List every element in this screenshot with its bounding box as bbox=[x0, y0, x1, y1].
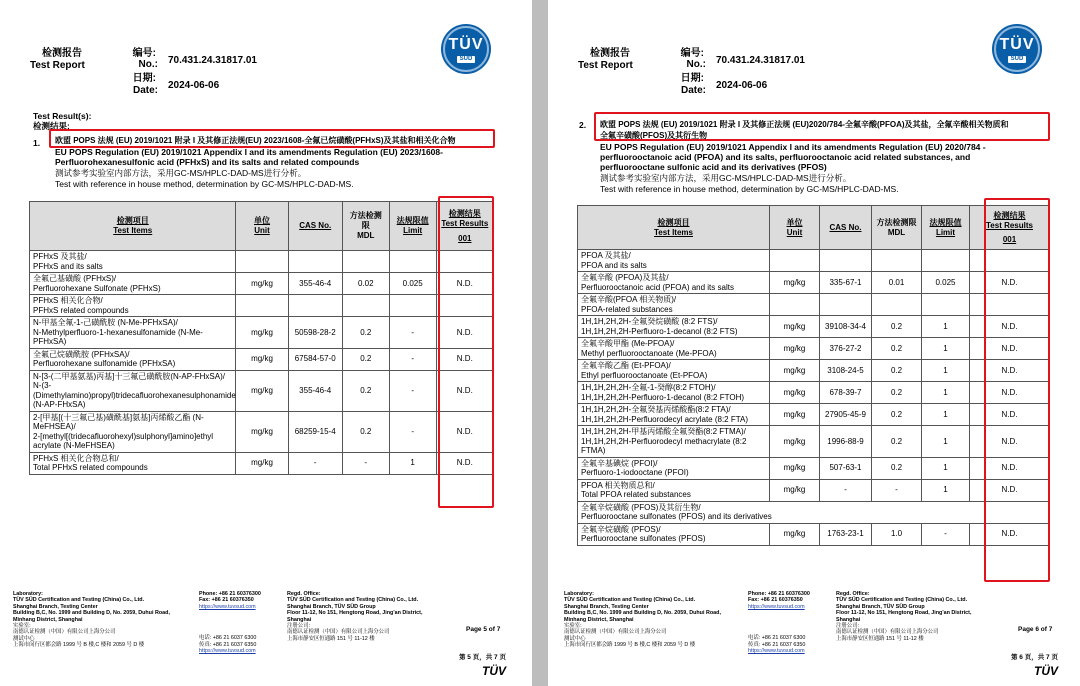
highlight-results-column bbox=[984, 198, 1050, 582]
cell-result: N.D. bbox=[970, 382, 1050, 404]
cell-limit bbox=[922, 294, 970, 316]
table-row bbox=[578, 479, 1050, 501]
cell-unit: mg/kg bbox=[770, 338, 820, 360]
cell-limit: 0.025 bbox=[389, 273, 436, 295]
highlight-results-column bbox=[438, 196, 494, 508]
regulation-title-en-2: Perfluorohexanesulfonic acid (PFHxS) and its salts and related compounds bbox=[55, 157, 360, 167]
cell-result: N.D. bbox=[970, 404, 1050, 426]
cell-limit: - bbox=[389, 370, 436, 411]
col-results: 检测结果 Test Results 001 bbox=[436, 202, 493, 251]
cell-unit: mg/kg bbox=[236, 411, 288, 452]
cell-mdl: 0.2 bbox=[872, 457, 922, 479]
page-number-en: Page 5 of 7 bbox=[466, 626, 501, 633]
cell-result: N.D. bbox=[970, 426, 1050, 458]
cell-unit: mg/kg bbox=[770, 272, 820, 294]
cell-limit: 1 bbox=[922, 360, 970, 382]
highlight-regulation bbox=[49, 129, 495, 148]
cell-test-item: 全氟辛酸 (PFOA)及其盐/ Perfluorooctanoic acid (PFOA) and its salts bbox=[578, 272, 770, 294]
cell-test-item: 全氟辛烷磺酸 (PFOS)及其衍生物/ Perfluorooctane sulfonates (PFOS) and its derivatives bbox=[578, 501, 1050, 523]
cell-result: N.D. bbox=[436, 452, 493, 474]
table-row bbox=[578, 360, 1050, 382]
cell-unit: mg/kg bbox=[236, 452, 288, 474]
col-unit: 单位 Unit bbox=[770, 206, 820, 250]
table-row bbox=[578, 382, 1050, 404]
table-row bbox=[578, 338, 1050, 360]
website-link[interactable]: https://www.tuvsud.com bbox=[199, 603, 256, 610]
cell-mdl: 0.2 bbox=[872, 426, 922, 458]
table-row bbox=[578, 404, 1050, 426]
method-cn: 测试参考实验室内部方法，采用GC-MS/HPLC-DAD-MS进行分析。 bbox=[55, 168, 307, 178]
results-table bbox=[29, 201, 494, 475]
report-label-en: Test Report bbox=[578, 60, 633, 71]
cell-cas: 507-63-1 bbox=[820, 457, 872, 479]
cell-unit: mg/kg bbox=[770, 523, 820, 545]
cell-mdl bbox=[872, 294, 922, 316]
regulation-title-cn-2: 全氟辛磺酸(PFOS)及其衍生物 bbox=[600, 131, 708, 140]
page-number-cn: 第 5 页，共 7 页 bbox=[459, 654, 506, 661]
date-label-en: Date: bbox=[680, 85, 706, 96]
cell-cas: 355-46-4 bbox=[288, 273, 342, 295]
tuv-mark-icon: TÜV bbox=[1034, 664, 1058, 678]
col-unit: 单位 Unit bbox=[236, 202, 288, 251]
cell-limit bbox=[389, 251, 436, 273]
table-row bbox=[578, 523, 1050, 545]
col-test-items: 检测项目 Test Items bbox=[30, 202, 236, 251]
page-number-cn: 第 6 页，共 7 页 bbox=[1011, 654, 1058, 661]
section-number: 1. bbox=[33, 138, 41, 148]
cell-test-item: 全氟辛酸甲酯 (Me-PFOA)/ Methyl perfluorooctanoate (Me-PFOA) bbox=[578, 338, 770, 360]
date-label-cn: 日期: bbox=[132, 73, 156, 84]
date-label-en: Date: bbox=[132, 85, 158, 96]
cell-unit bbox=[770, 294, 820, 316]
cell-cas bbox=[288, 251, 342, 273]
cell-limit: 1 bbox=[922, 316, 970, 338]
col-cas: CAS No. bbox=[820, 206, 872, 250]
cell-result: N.D. bbox=[436, 348, 493, 370]
cell-test-item: PFHxS 相关化合物总和/ Total PFHxS related compounds bbox=[30, 452, 236, 474]
cell-unit: mg/kg bbox=[770, 404, 820, 426]
cell-test-item: 全氟辛基碘烷 (PFOI)/ Perfluoro-1-iodooctane (PFOI) bbox=[578, 457, 770, 479]
cell-limit: - bbox=[389, 348, 436, 370]
footer-lab: Laboratory: TÜV SÜD Certification and Testing (China) Co., Ltd. Shanghai Branch, Testing Center Building B,C, No. 1999 and Building D, No. 2059, Duhui Road, Minhang District, Shanghai 实验室: 南德认证检测（中国）有限公司上海分公司 测试中心 上海市闵行区都会路 1999 号 B 楼,C 楼和 2059 号 D 楼 bbox=[564, 591, 721, 649]
cell-mdl: 0.2 bbox=[872, 382, 922, 404]
report-number: 70.431.24.31817.01 bbox=[168, 55, 257, 66]
cell-test-item: 全氟己烷磺酰胺 (PFHxSA)/ Perfluorohexane sulfonamide (PFHxSA) bbox=[30, 348, 236, 370]
table-row bbox=[30, 348, 494, 370]
cell-test-item: 全氟辛烷磺酸 (PFOS)/ Perfluorooctane sulfonates (PFOS) bbox=[578, 523, 770, 545]
method-en: Test with reference in house method, determination by GC-MS/HPLC-DAD-MS. bbox=[600, 184, 899, 194]
report-date: 2024-06-06 bbox=[716, 80, 768, 91]
cell-test-item: 1H,1H,2H,2H-全氟癸烷磺酸 (8:2 FTS)/ 1H,1H,2H,2H-Perfluoro-1-decanol (8:2 FTS) bbox=[578, 316, 770, 338]
col-test-items: 检测项目 Test Items bbox=[578, 206, 770, 250]
regulation-title-en-1: EU POPS Regulation (EU) 2019/1021 Appendix I and its amendments Regulation (EU) 2020/784 - bbox=[600, 142, 986, 152]
results-label-cn: 检测结果: bbox=[33, 121, 70, 131]
no-label-cn: 编号: bbox=[680, 48, 704, 59]
cell-limit bbox=[389, 295, 436, 317]
cell-test-item: PFHxS 相关化合物/ PFHxS related compounds bbox=[30, 295, 236, 317]
cell-cas: 1996-88-9 bbox=[820, 426, 872, 458]
cell-result: N.D. bbox=[436, 411, 493, 452]
cell-unit bbox=[236, 251, 288, 273]
cell-cas: 3108-24-5 bbox=[820, 360, 872, 382]
tuv-mark-icon: TÜV bbox=[482, 664, 506, 678]
cell-limit: - bbox=[922, 523, 970, 545]
cell-cas: - bbox=[820, 479, 872, 501]
cell-mdl: 0.2 bbox=[342, 370, 389, 411]
cell-result: N.D. bbox=[970, 523, 1050, 545]
cell-mdl: 0.2 bbox=[342, 317, 389, 349]
results-table bbox=[577, 205, 1050, 546]
cell-limit: - bbox=[389, 317, 436, 349]
cell-test-item: 全氟己基磺酸 (PFHxS)/ Perfluorohexane Sulfonate (PFHxS) bbox=[30, 273, 236, 295]
table-row bbox=[578, 316, 1050, 338]
cell-test-item: PFHxS 及其盐/ PFHxS and its salts bbox=[30, 251, 236, 273]
footer-contact: Phone: +86 21 60376300 Fax: +86 21 60376350 https://www.tuvsud.com 电话: +86 21 6037 6300 传真: +86 21 6037 6350 https://www.tuvsud.com bbox=[748, 591, 810, 655]
cell-mdl: 0.2 bbox=[872, 316, 922, 338]
website-link-cn[interactable]: https://www.tuvsud.com bbox=[199, 648, 256, 655]
cell-mdl: 0.2 bbox=[342, 348, 389, 370]
website-link-cn[interactable]: https://www.tuvsud.com bbox=[748, 648, 805, 655]
cell-unit: mg/kg bbox=[770, 457, 820, 479]
no-label-en: No.: bbox=[686, 59, 706, 70]
table-row bbox=[578, 250, 1050, 272]
cell-cas: 1763-23-1 bbox=[820, 523, 872, 545]
cell-mdl: 0.01 bbox=[872, 272, 922, 294]
table-row bbox=[30, 411, 494, 452]
cell-limit: 1 bbox=[922, 426, 970, 458]
cell-result: N.D. bbox=[970, 479, 1050, 501]
cell-limit: 1 bbox=[922, 404, 970, 426]
cell-unit bbox=[770, 250, 820, 272]
table-row bbox=[30, 251, 494, 273]
cell-result: N.D. bbox=[970, 457, 1050, 479]
cell-result: N.D. bbox=[970, 338, 1050, 360]
website-link[interactable]: https://www.tuvsud.com bbox=[748, 603, 805, 610]
cell-test-item: 1H,1H,2H,2H-甲基丙烯酸全氟癸酯(8:2 FTMA)/ 1H,1H,2H,2H-Perfluorodecyl methacrylate (8:2 FTMA) bbox=[578, 426, 770, 458]
footer-regd: Regd. Office: TÜV SÜD Certification and Testing (China) Co., Ltd. Shanghai Branch, TÜV SÜD Group Floor 11-12, No 151, Hengtong Road, Jing'an District, Shanghai 注册公司: 南德认证检测（中国）有限公司上海分公司 上海市静安区恒通路 151 号 11-12 楼 bbox=[836, 591, 972, 642]
table-row bbox=[578, 457, 1050, 479]
cell-limit: 1 bbox=[922, 479, 970, 501]
report-page-5 bbox=[0, 0, 532, 686]
cell-test-item: N-甲基全氟-1-己磺酰胺 (N-Me-PFHxSA)/ N-Methylperfluoro-1-hexanesulfonamide (N-Me-PFHxSA) bbox=[30, 317, 236, 349]
cell-unit: mg/kg bbox=[770, 360, 820, 382]
cell-mdl: - bbox=[872, 479, 922, 501]
table-row bbox=[30, 452, 494, 474]
col-mdl: 方法检测限 MDL bbox=[872, 206, 922, 250]
cell-unit: mg/kg bbox=[236, 273, 288, 295]
table-row bbox=[30, 273, 494, 295]
cell-test-item: 全氟辛酸乙酯 (Et-PFOA)/ Ethyl perfluorooctanoate (Et-PFOA) bbox=[578, 360, 770, 382]
cell-unit: mg/kg bbox=[770, 426, 820, 458]
table-row bbox=[578, 501, 1050, 523]
regulation-title-en-2: perfluorooctanoic acid (PFOA) and its salts, perfluorooctanoic acid related substances, and bbox=[600, 152, 971, 162]
cell-mdl: 0.2 bbox=[872, 338, 922, 360]
regulation-title-cn-1: 欧盟 POPS 法规 (EU) 2019/1021 附录 I 及其修正法规 (EU)2020/784-全氟辛酸(PFOA)及其盐，全氟辛酸相关物质和 bbox=[600, 120, 1009, 129]
cell-limit: 1 bbox=[922, 338, 970, 360]
cell-cas: - bbox=[288, 452, 342, 474]
report-label-cn: 检测报告 bbox=[42, 48, 82, 59]
cell-cas bbox=[820, 250, 872, 272]
cell-limit: - bbox=[389, 411, 436, 452]
cell-unit: mg/kg bbox=[770, 382, 820, 404]
regulation-title-cn: 欧盟 POPS 法规 (EU) 2019/1021 附录 I 及其修正法规(EU) 2023/1608-全氟已烷磺酸(PFHxS)及其盐和相关化合物 bbox=[55, 136, 456, 145]
cell-limit: 1 bbox=[389, 452, 436, 474]
cell-test-item: 全氟辛酸(PFOA 相关物质)/ PFOA-related substances bbox=[578, 294, 770, 316]
footer-lab: Laboratory: TÜV SÜD Certification and Testing (China) Co., Ltd. Shanghai Branch, Testing Center Building B,C, No. 1999 and Building D, No. 2059, Duhui Road, Minhang District, Shanghai 实验室: 南德认证检测（中国）有限公司上海分公司 测试中心 上海市闵行区都会路 1999 号 B 楼,C 楼和 2059 号 D 楼 bbox=[13, 591, 170, 649]
table-header-row bbox=[30, 202, 494, 251]
cell-result: N.D. bbox=[436, 370, 493, 411]
table-row bbox=[30, 317, 494, 349]
results-label: Test Result(s): bbox=[33, 111, 92, 121]
cell-result: N.D. bbox=[970, 360, 1050, 382]
cell-test-item: 1H,1H,2H,2H-全氟癸基丙烯酸酯(8:2 FTA)/ 1H,1H,2H,2H-Perfluorodecyl acrylate (8:2 FTA) bbox=[578, 404, 770, 426]
cell-mdl: 0.2 bbox=[872, 360, 922, 382]
section-number: 2. bbox=[579, 120, 587, 130]
no-label-en: No.: bbox=[138, 59, 158, 70]
cell-test-item: PFOA 及其盐/ PFOA and its salts bbox=[578, 250, 770, 272]
cell-cas: 27905-45-9 bbox=[820, 404, 872, 426]
cell-limit bbox=[922, 250, 970, 272]
col-cas: CAS No. bbox=[288, 202, 342, 251]
col-limit: 法规限值 Limit bbox=[922, 206, 970, 250]
cell-mdl: 0.2 bbox=[342, 411, 389, 452]
tuv-logo-icon: TÜV SÜD bbox=[443, 26, 489, 72]
cell-cas: 355-46-4 bbox=[288, 370, 342, 411]
cell-mdl bbox=[872, 250, 922, 272]
cell-result: N.D. bbox=[970, 272, 1050, 294]
report-page-6 bbox=[548, 0, 1080, 686]
cell-cas bbox=[820, 294, 872, 316]
cell-cas: 68259-15-4 bbox=[288, 411, 342, 452]
report-number: 70.431.24.31817.01 bbox=[716, 55, 805, 66]
cell-result: N.D. bbox=[436, 273, 493, 295]
cell-unit: mg/kg bbox=[236, 370, 288, 411]
cell-unit: mg/kg bbox=[770, 479, 820, 501]
footer-contact: Phone: +86 21 60376300 Fax: +86 21 60376350 https://www.tuvsud.com 电话: +86 21 6037 6300 传真: +86 21 6037 6350 https://www.tuvsud.com bbox=[199, 591, 261, 655]
report-date: 2024-06-06 bbox=[168, 80, 220, 91]
date-label-cn: 日期: bbox=[680, 73, 704, 84]
cell-test-item: N-[3-(二甲基氨基)丙基]十三氟己磺酰胺(N-AP-FHxSA)/ N-(3-(Dimethylamino)propyl)tridecafluorohexanesulphonamide (N-AP-FHxSA) bbox=[30, 370, 236, 411]
cell-mdl: 0.2 bbox=[872, 404, 922, 426]
cell-mdl: 1.0 bbox=[872, 523, 922, 545]
cell-cas: 50598-28-2 bbox=[288, 317, 342, 349]
cell-cas: 67584-57-0 bbox=[288, 348, 342, 370]
cell-test-item: 1H,1H,2H,2H-全氟-1-癸醇(8:2 FTOH)/ 1H,1H,2H,2H-Perfluoro-1-decanol (8:2 FTOH) bbox=[578, 382, 770, 404]
cell-limit: 0.025 bbox=[922, 272, 970, 294]
col-results: 检测结果 Test Results 001 bbox=[970, 206, 1050, 250]
col-mdl: 方法检测限 MDL bbox=[342, 202, 389, 251]
cell-mdl bbox=[342, 251, 389, 273]
no-label-cn: 编号: bbox=[132, 48, 156, 59]
cell-cas: 376-27-2 bbox=[820, 338, 872, 360]
cell-result: N.D. bbox=[436, 317, 493, 349]
method-en: Test with reference in house method, determination by GC-MS/HPLC-DAD-MS. bbox=[55, 179, 354, 189]
cell-test-item: 2-[甲基[(十三氟己基)磺酰基]氨基]丙烯酸乙酯 (N-MeFHSEA)/ 2-[methyl[(tridecafluorohexyl)sulphonyl]amino]ethyl acrylate (N-MeFHSEA) bbox=[30, 411, 236, 452]
cell-cas: 678-39-7 bbox=[820, 382, 872, 404]
method-cn: 测试参考实验室内部方法，采用GC-MS/HPLC-DAD-MS进行分析。 bbox=[600, 173, 852, 183]
table-row bbox=[30, 370, 494, 411]
report-label-cn: 检测报告 bbox=[590, 48, 630, 59]
cell-mdl bbox=[342, 295, 389, 317]
col-limit: 法规限值 Limit bbox=[389, 202, 436, 251]
table-row bbox=[578, 294, 1050, 316]
cell-result: N.D. bbox=[970, 316, 1050, 338]
cell-unit: mg/kg bbox=[770, 316, 820, 338]
cell-cas: 335-67-1 bbox=[820, 272, 872, 294]
cell-mdl: 0.02 bbox=[342, 273, 389, 295]
table-row bbox=[578, 272, 1050, 294]
cell-unit: mg/kg bbox=[236, 317, 288, 349]
page-number-en: Page 6 of 7 bbox=[1018, 626, 1053, 633]
table-row bbox=[578, 426, 1050, 458]
cell-unit: mg/kg bbox=[236, 348, 288, 370]
cell-unit bbox=[236, 295, 288, 317]
cell-cas bbox=[288, 295, 342, 317]
cell-cas: 39108-34-4 bbox=[820, 316, 872, 338]
tuv-logo-icon: TÜV SÜD bbox=[994, 26, 1040, 72]
regulation-title-en-1: EU POPS Regulation (EU) 2019/1021 Appendix I and its amendments Regulation (EU) 2023/1608- bbox=[55, 147, 443, 157]
cell-test-item: PFOA 相关物质总和/ Total PFOA related substances bbox=[578, 479, 770, 501]
footer-regd: Regd. Office: TÜV SÜD Certification and Testing (China) Co., Ltd. Shanghai Branch, TÜV SÜD Group Floor 11-12, No 151, Hengtong Road, Jing'an District, Shanghai 注册公司: 南德认证检测（中国）有限公司上海分公司 上海市静安区恒通路 151 号 11-12 楼 bbox=[287, 591, 423, 642]
cell-limit: 1 bbox=[922, 457, 970, 479]
regulation-title-en-3: perfluorooctane sulfonic acid and its derivatives (PFOS) bbox=[600, 162, 827, 172]
cell-limit: 1 bbox=[922, 382, 970, 404]
highlight-regulation bbox=[594, 112, 1050, 141]
table-header-row bbox=[578, 206, 1050, 250]
report-label-en: Test Report bbox=[30, 60, 85, 71]
cell-mdl: - bbox=[342, 452, 389, 474]
table-row bbox=[30, 295, 494, 317]
